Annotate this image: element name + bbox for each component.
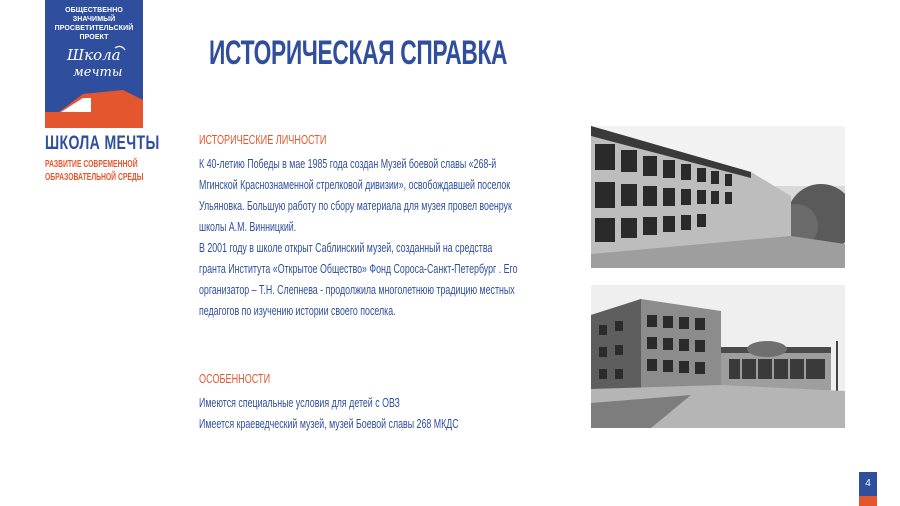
page-number-accent xyxy=(859,496,877,506)
page-title: ИСТОРИЧЕСКАЯ СПРАВКА xyxy=(209,34,508,72)
house-icon xyxy=(45,86,143,128)
brand-subtitle-line1: РАЗВИТИЕ СОВРЕМЕННОЙ xyxy=(45,159,138,170)
logo-caption-line2: ПРОСВЕТИТЕЛЬСКИЙ ПРОЕКТ xyxy=(54,25,134,41)
school-photo-2 xyxy=(591,285,845,428)
text-line: педагогов по изучению истории своего поселка. xyxy=(199,303,396,318)
text-line: гранта Института «Открытое Общество» Фонд Сороса-Санкт-Петербург . Его xyxy=(199,261,518,276)
text-line: Имеется краеведческий музей, музей Боевой славы 268 МКДС xyxy=(199,416,459,431)
text-line: Имеются специальные условия для детей с ОВЗ xyxy=(199,395,400,410)
text-line: Мгинской Краснознаменной стрелковой дивизии», освобождавшей поселок xyxy=(199,177,511,192)
brand-subtitle-line2: ОБРАЗОВАТЕЛЬНОЙ СРЕДЫ xyxy=(45,172,144,183)
brand-title: ШКОЛА МЕЧТЫ xyxy=(45,133,160,154)
page-number-badge xyxy=(859,472,877,506)
text-line: Ульяновка. Большую работу по сбору материала для музея провел военрук xyxy=(199,198,512,213)
logo-script-line1: Школа xyxy=(67,46,121,64)
text-line: К 40-летию Победы в мае 1985 года создан Музей боевой славы «268-й xyxy=(199,156,497,171)
logo-script-wordmark xyxy=(45,42,143,82)
page-number: 4 xyxy=(865,478,871,489)
school-photo-1 xyxy=(591,126,845,268)
logo-caption xyxy=(45,6,143,42)
section-heading-features: ОСОБЕННОСТИ xyxy=(199,371,271,386)
logo-script-line2: мечты xyxy=(73,65,123,80)
text-line: школы А.М. Винницкий. xyxy=(199,219,297,234)
section-heading-historical-figures: ИСТОРИЧЕСКИЕ ЛИЧНОСТИ xyxy=(199,132,327,147)
brand-subtitle xyxy=(45,158,190,184)
text-line: организатор – Т.Н. Слепнева - продолжила многолетнюю традицию местных xyxy=(199,282,515,297)
project-logo xyxy=(45,0,143,128)
features-text xyxy=(199,392,581,434)
logo-caption-line1: ОБЩЕСТВЕННО ЗНАЧИМЫЙ xyxy=(65,7,123,23)
text-line: В 2001 году в школе открыт Саблинский музей, созданный на средства xyxy=(199,240,493,255)
